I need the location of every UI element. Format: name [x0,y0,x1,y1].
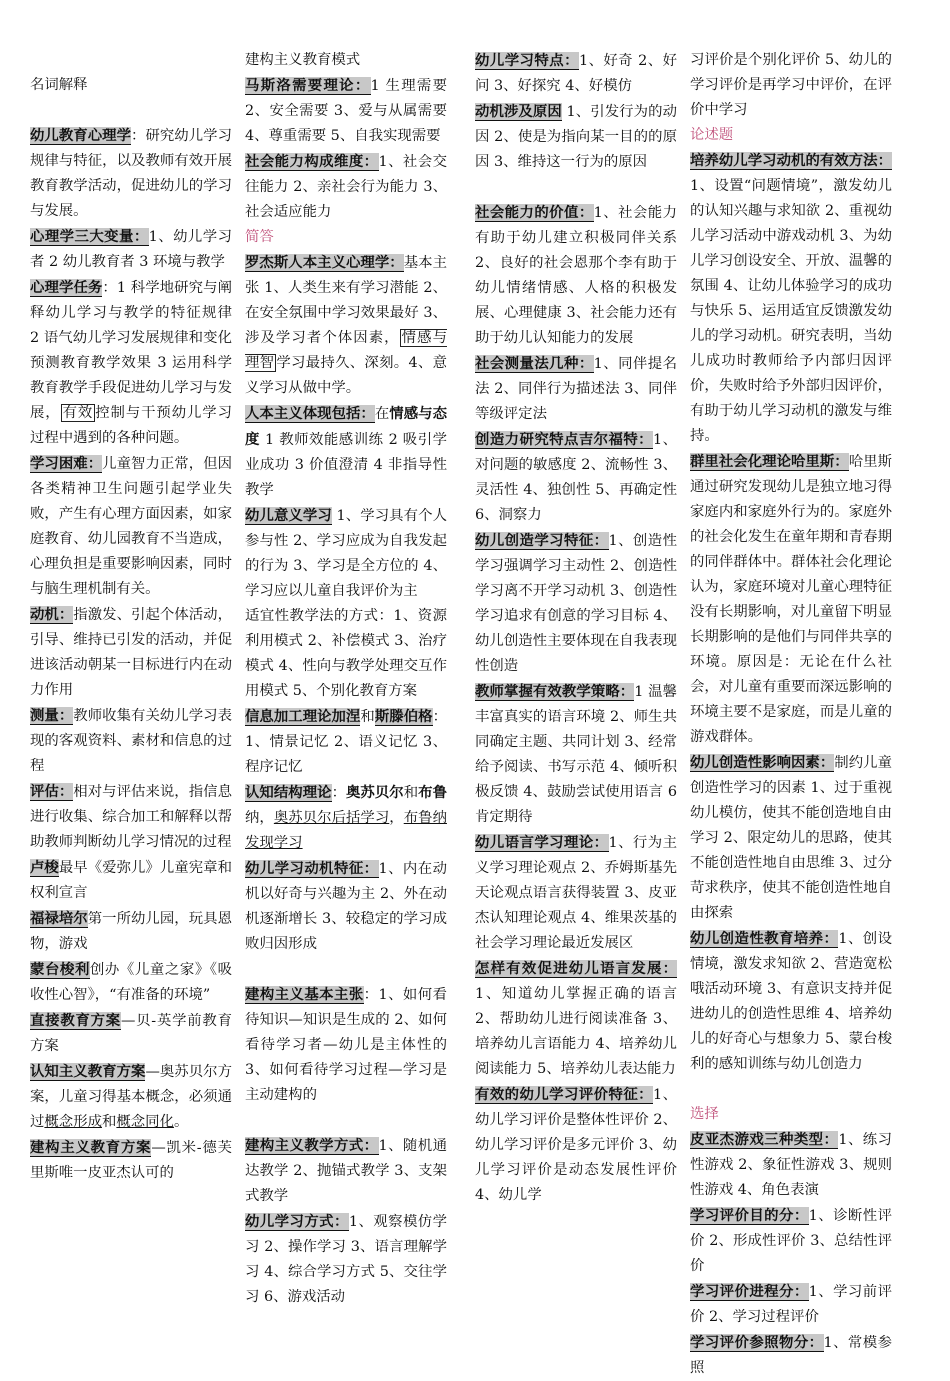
entry-piaget-games [690,1127,892,1203]
term: 幼儿学习方式： [245,1213,349,1230]
term: 蒙台梭利 [30,961,90,978]
entry-creativity-education [690,926,892,1077]
definition: 制约儿童创造性学习的因素 1、过于重视幼儿模仿，使其不能创造地自由学习 2、限定幼儿的思路，使其不能创造性地自由思维 3、过分苛求秩序，使其不能创造性地自由探索 [690,755,892,921]
definition: 1、内在动机以好奇与兴趣为主 2、外在动机逐渐增长 3、较稳定的学习成败归因形成 [245,861,447,952]
entry-sociometry [475,351,677,427]
term: 建构主义教育方案 [30,1139,152,1156]
term: 幼儿创造性教育培养： [690,930,839,947]
entry-learning-modes [245,1209,447,1310]
entry-maslow [245,73,447,149]
definition: ：1、如何看待知识—知识是生成的 2、如何看待学习者—幼儿是主体性的 3、如何看待学习过程—学习是主动建构的 [245,987,447,1103]
text: 纳， [245,810,274,826]
entry-social-competence [245,149,447,225]
underlined-text: 概念形成 [44,1114,102,1130]
entry-learning-difficulty [30,451,232,602]
column-1 [30,48,247,1186]
entry-meaningful-learning [245,503,447,604]
term: 群里社会化理论哈里斯： [690,453,849,470]
definition: 最早《爱弥儿》儿童宪章和权利宣言 [30,860,232,901]
definition: 1、幼儿学习者 2 幼儿教育者 3 环境与教学 [30,229,232,270]
term: 幼儿创造性影响因素： [690,754,835,771]
column-4 [690,48,892,1381]
term: 幼儿语言学习理论： [475,834,609,851]
definition: 1、学习前评价 2、学习过程评价 [690,1284,892,1325]
definition: 1、常模参照 [690,1335,892,1376]
definition: 1、引发行为的动因 2、使是为指向某一目的的原因 3、维持这一行为的原因 [475,104,677,170]
entry-learning-traits [475,48,677,99]
term: 学习评价参照物分： [690,1334,824,1351]
term: 学习评价目的分： [690,1207,809,1224]
entry-rogers [245,250,447,401]
definition: 儿童智力正常，但因各类精神卫生问题引起学业失败，产生有心理方面因素，如家庭教育、幼儿园教育不当造成，心理负担是重要影响因素，同时与脑生理机制有关。 [30,456,232,597]
definition: 1 生理需要 2、安全需要 3、爱与从属需要 4、尊重需要 5、自我实现需要 [245,78,447,144]
definition: ：1、情景记忆 2、语义记忆 3、程序记忆 [245,709,447,775]
entry-motivation-methods [690,148,892,449]
definition: —凯米-德芙里斯唯一皮亚杰认可的 [30,1140,232,1181]
term: 动机： [30,606,74,623]
definition: 1、对问题的敏感度 2、流畅性 3、灵活性 4、独创性 5、再确定性 6、洞察力 [475,432,677,523]
spacer [30,98,232,123]
definition: ：研究幼儿学习规律与特征，以及教师有效开展教育教学活动，促进幼儿的学习与发展。 [30,128,232,219]
term: 怎样有效促进幼儿语言发展： [475,960,677,977]
entry-cognitive-education [30,1059,232,1135]
column-2 [245,48,447,1310]
definition: 1、诊断性评价 2、形成性评价 3、总结性评价 [690,1208,892,1274]
underlined-text: 布鲁纳发现学习 [245,810,447,851]
definition: 相对与评估来说，指信息进行收集、综合加工和解释以帮助教师判断幼儿学习情况的过程 [30,784,232,850]
term: 有效的幼儿学习评价特征： [475,1086,653,1103]
term: 信息加工理论加涅 [245,708,361,725]
term: 人本主义体现包括： [245,405,375,422]
entry-froebel [30,906,232,957]
entry-humanism [245,401,447,503]
term: 学习评价进程分： [690,1283,809,1300]
term: 直接教育方案 [30,1012,121,1029]
term: 动机涉及原因 [475,103,562,120]
term: 罗杰斯人本主义心理学： [245,254,404,271]
entry-direct-education [30,1008,232,1059]
term: 建构主义教学方式： [245,1137,379,1154]
definition: 创办《儿童之家》《吸收性心智》，“有准备的环境” [30,962,232,1003]
term: 皮亚杰游戏三种类型： [690,1131,839,1148]
section-heading-essay: 论述题 [690,127,734,143]
definition: 1、学习具有个人参与性 2、学习应成为自我发起的行为 3、学习是全方位的 4、学习应以儿童自我评价为主 [245,508,447,599]
continued-text: 习评价是个别化评价 5、幼儿的学习评价是再学习中评价，在评价中学习 [690,52,892,118]
term: 社会能力构成维度： [245,153,379,170]
entry-language-theory [475,830,677,956]
definition: 1、好奇 2、好问 3、好探究 4、好模仿 [475,53,677,94]
term: 幼儿教育心理学 [30,127,132,144]
definition: —奥苏贝尔方案，儿童习得基本概念，必须通过 [30,1064,232,1130]
definition: 1、创设情境，激发求知欲 2、营造宽松哦活动环境 3、有意识支持并促进幼儿的创造性思维 4、培养幼儿的好奇心与想象力 5、蒙台梭利的感知训练与幼儿创造力 [690,931,892,1072]
term: 测量： [30,707,74,724]
definition: 1、知道幼儿掌握正确的语言 2、帮助幼儿进行阅读准备 3、培养幼儿言语能力 4、培养幼儿阅读能力 5、培养幼儿表达能力 [475,986,677,1077]
definition: 1、幼儿学习评价是整体性评价 2、幼儿学习评价是多元评价 3、幼儿学习评价是动态发展性评价 4、幼儿学 [475,1087,677,1203]
entry-constructivist-education [30,1135,232,1186]
definition: 1、社会交往能力 2、亲社会行为能力 3、社会适应能力 [245,154,447,220]
spacer [30,48,232,73]
boxed-text: 情感与理智 [245,330,447,371]
term: 社会测量法几种： [475,355,594,372]
definition-tail: 学习最持久、深刻。4、意义学习从做中学。 [245,355,447,396]
spacer [475,175,677,200]
entry-motivation-features [245,856,447,957]
term: 教师掌握有效教学策略： [475,683,635,700]
spacer [245,957,447,982]
term: 马斯洛需要理论： [245,77,371,94]
term: 社会能力的价值： [475,204,594,221]
text: 和 [360,709,375,725]
term: 幼儿创造学习特征： [475,532,609,549]
entry-cognitive-structure [245,780,447,856]
term: 幼儿意义学习 [245,507,332,524]
definition: 1、练习性游戏 2、象征性游戏 3、规则性游戏 4、角色表演 [690,1132,892,1198]
text: 和 [403,785,419,801]
text: 在 [374,406,390,422]
entry-rousseau [30,855,232,906]
definition: 哈里斯通过研究发现幼儿是独立地习得家庭内和家庭外行为的。家庭外的社会化发生在童年期和青春期的同伴群体中。群体社会化理论认为，家庭环境对儿童心理特征没有长期影响，对儿童留下明显长期影响的是他们与同伴共享的环境。原因是：无论在什么社会，对儿童有重要而深远影响的环境主要不是家庭，而是儿童的游戏群体。 [690,454,892,745]
definition: 基本主张 1、人类生来有学习潜能 2、在安全氛围中学习效果最好 3、涉及学习者个体因素， [245,255,447,346]
definition: 第一所幼儿园，玩具恩物，游戏 [30,911,232,952]
definition: 指激发、引起个体活动，引导、维持已引发的活动，并促进该活动朝某一目标进行内在动力作用 [30,607,232,698]
term: 创造力研究特点吉尔福特： [475,431,653,448]
entry-constructivist-teaching [245,1133,447,1209]
definition: 1 教师效能感训练 2 吸引学业成功 3 价值澄清 4 非指导性教学 [245,432,447,498]
term: 评估： [30,783,74,800]
entry-adaptive-teaching: 适宜性教学法的方式：1、资源利用模式 2、补偿模式 3、治疗模式 4、性向与教学处理交互作用模式 5、个别化教育方案 [245,608,447,699]
bold-text: 情感与态度 [245,405,447,448]
entry-montessori [30,957,232,1008]
entry-creativity-factors [690,750,892,926]
entry-effective-evaluation [475,1082,677,1208]
entry-harris [690,449,892,750]
entry-evaluation-reference [690,1330,892,1381]
continued-text: 建构主义教育模式 [245,52,361,68]
entry-early-education-psychology [30,123,232,224]
section-heading-terms: 名词解释 [30,77,88,93]
term: 福禄培尔 [30,910,88,927]
term: 心理学任务 [30,279,103,296]
text: 。 [173,1114,189,1130]
definition-tail: 控制与干预幼儿学习过程中遇到的各种问题。 [30,405,232,446]
definition: 1、同伴提名法 2、同伴行为描述法 3、同伴等级评定法 [475,356,677,422]
term: 心理学三大变量： [30,228,149,245]
text: ： [331,785,346,801]
entry-creative-learning [475,528,677,679]
entry-constructivism-claims [245,982,447,1108]
definition: 1、社会能力有助于幼儿建立积极同伴关系 2、良好的社会恩那个李有助于幼儿情绪情感、人格的积极发展、心理健康 3、社会能力还有助于幼儿认知能力的发展 [475,205,677,346]
definition: 1、创造性学习强调学习主动性 2、创造性学习离不开学习动机 3、创造性学习追求有创意的学习目标 4、幼儿创造性主要体现在自我表现性创造 [475,533,677,674]
term: 斯滕伯格 [374,708,433,725]
definition: ：1 科学地研究与阐释幼儿学习与教学的特征规律 2 语气幼儿学习发展规律和变化预测教育教学效果 3 运用科学教育教学手段促进幼儿学习与发展， [30,280,247,421]
definition: 1、行为主义学习理论观点 2、乔姆斯基先天论观点语言获得装置 3、皮亚杰认知理论观点 4、维果茨基的社会学习理论最近发展区 [475,835,677,951]
text: ， [389,810,404,826]
term: 幼儿学习动机特征： [245,860,379,877]
boxed-text: 有效 [62,405,94,421]
definition: 1、观察模仿学习 2、操作学习 3、语言理解学习 4、综合学习方式 5、交往学习 6、游戏活动 [245,1214,447,1305]
definition: 1、随机通达教学 2、抛锚式教学 3、支架式教学 [245,1138,447,1204]
definition: 教师收集有关幼儿学习表现的客观资料、素材和信息的过程 [30,708,232,774]
entry-assessment [30,779,232,855]
section-heading-choice: 选择 [690,1106,719,1122]
bold-text: 布鲁 [418,784,447,801]
term: 培养幼儿学习动机的有效方法： [690,152,892,169]
term: 认知结构理论 [245,784,332,801]
definition: 1 温馨丰富真实的语言环境 2、师生共同确定主题、共同计划 3、经常给予阅读、书写示范 4、倾听积极反馈 4、鼓励尝试使用语言 6 肯定期待 [475,684,677,825]
term: 学习困难： [30,455,103,472]
spacer [245,1108,447,1133]
text: 和 [101,1114,117,1130]
entry-social-competence-value [475,200,677,351]
definition: 1、设置“问题情境”，激发幼儿的认知兴趣与求知欲 2、重视幼儿学习活动中游戏动机 3、为幼儿学习创设安全、开放、温馨的氛围 4、让幼儿体验学习的成功与快乐 5、运用适宜反馈激发幼儿的学习动机。研究表明，当幼儿成功时教师给予内部归因评价，失败时给予外部归因评价，有助于幼儿学习动机的激发与维持。 [690,178,892,444]
underlined-text: 奥苏贝尔后括学习 [273,810,390,826]
definition: —贝-英学前教育方案 [30,1013,232,1054]
term: 卢梭 [30,859,59,876]
underlined-text: 概念同化 [116,1114,174,1130]
entry-guilford [475,427,677,528]
entry-information-processing [245,704,447,780]
entry-teaching-strategy [475,679,677,830]
column-3 [475,48,677,1208]
entry-evaluation-process [690,1279,892,1330]
entry-measurement [30,703,232,779]
entry-language-development [475,956,677,1082]
term: 幼儿学习特点： [475,52,579,69]
entry-motivation [30,602,232,703]
bold-text: 奥苏贝尔 [346,784,404,801]
term: 建构主义基本主张 [245,986,364,1003]
spacer [690,1077,892,1102]
entry-psychology-tasks [30,275,247,451]
entry-evaluation-purpose [690,1203,892,1279]
term: 认知主义教育方案 [30,1063,146,1080]
section-heading-short-answer: 简答 [245,229,274,245]
entry-motivation-causes [475,99,677,175]
entry-three-variables [30,224,232,275]
